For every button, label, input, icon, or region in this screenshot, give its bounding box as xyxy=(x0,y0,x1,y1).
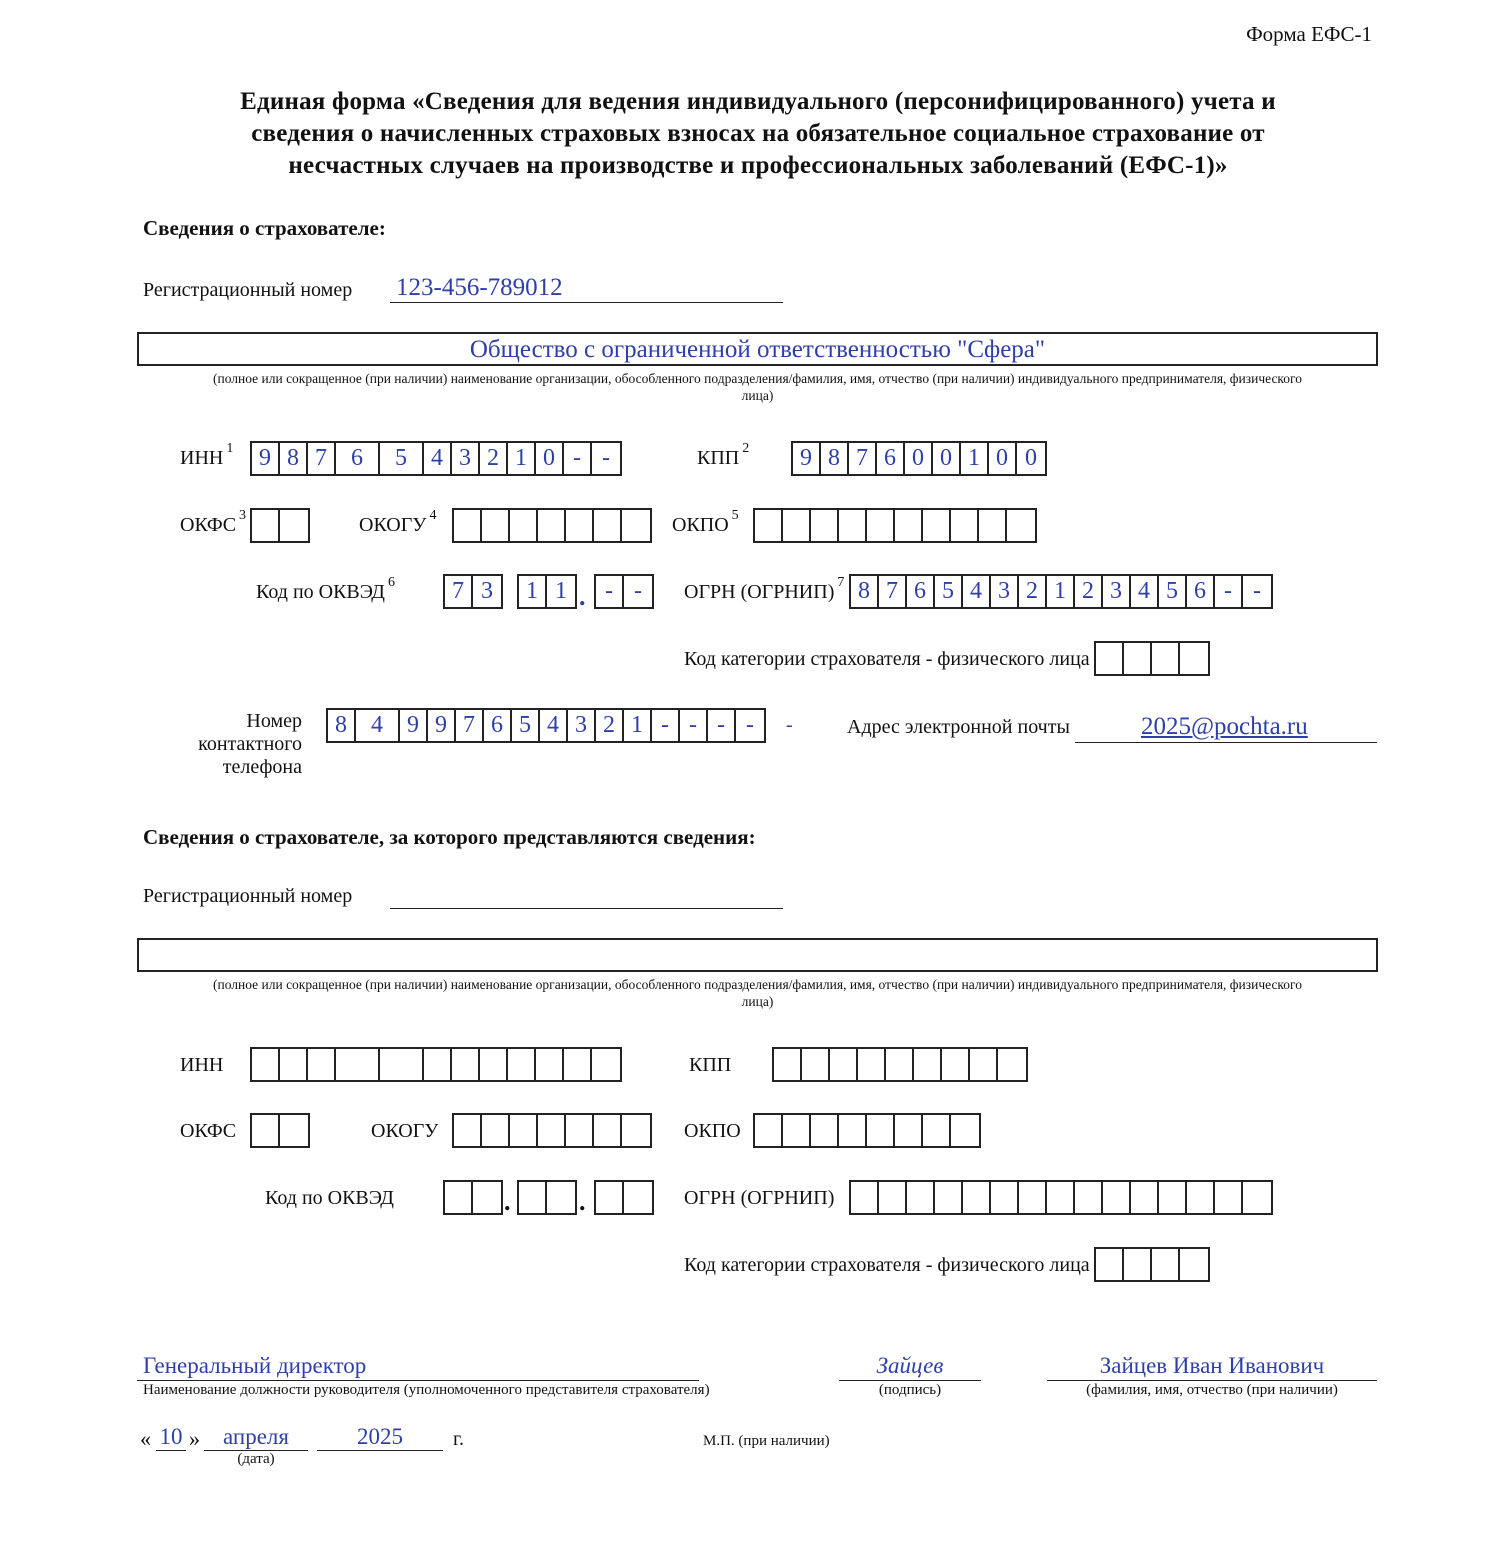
insurer-email-value: 2025@pochta.ru xyxy=(1141,713,1308,740)
digit-cell[interactable]: - xyxy=(652,710,680,741)
reported-name-note xyxy=(137,976,1378,1010)
reported-inn-label: ИНН xyxy=(180,1054,224,1076)
digit-cell[interactable] xyxy=(564,1049,592,1080)
digit-cell[interactable] xyxy=(280,1115,308,1146)
digit-cell[interactable] xyxy=(886,1049,914,1080)
digit-cell[interactable] xyxy=(445,1182,473,1213)
insurer-okfs-cells[interactable] xyxy=(250,508,310,543)
insurer-heading: Сведения о страхователе: xyxy=(143,216,386,240)
digit-cell[interactable]: 0 xyxy=(933,443,961,474)
digit-cell[interactable] xyxy=(783,510,811,541)
digit-cell[interactable]: 7 xyxy=(308,443,336,474)
digit-cell[interactable] xyxy=(867,1115,895,1146)
footnote-mark: 1 xyxy=(226,441,234,456)
digit-cell[interactable]: 6 xyxy=(336,443,380,474)
digit-cell[interactable] xyxy=(895,1115,923,1146)
digit-cell[interactable] xyxy=(802,1049,830,1080)
digit-cell[interactable]: 8 xyxy=(851,576,879,607)
note-line: (полное или сокращенное (при наличии) наименование организации, обособленного подразделения/фамилия, имя, отчество (при наличии) индивидуального предпринимателя, физического xyxy=(212,371,1303,386)
digit-cell[interactable]: 4 xyxy=(424,443,452,474)
position-value: Генеральный директор xyxy=(143,1353,367,1378)
label-text: ОКОГУ xyxy=(359,514,427,536)
date-month-field[interactable] xyxy=(204,1422,308,1451)
digit-cell[interactable]: 2 xyxy=(596,710,624,741)
digit-cell[interactable]: 7 xyxy=(879,576,907,607)
digit-cell[interactable]: 5 xyxy=(512,710,540,741)
digit-cell[interactable]: 5 xyxy=(380,443,424,474)
label-text: Код по ОКВЭД xyxy=(256,581,385,603)
digit-cell[interactable] xyxy=(970,1049,998,1080)
reported-okpo-label: ОКПО xyxy=(684,1120,741,1142)
insurer-name-value: Общество с ограниченной ответственностью "Сфера" xyxy=(469,336,1046,363)
digit-cell[interactable]: - xyxy=(680,710,708,741)
digit-cell[interactable]: 1 xyxy=(624,710,652,741)
reported-okogu-cells[interactable] xyxy=(452,1113,652,1148)
insurer-okogu-cells[interactable] xyxy=(452,508,652,543)
digit-cell[interactable]: 0 xyxy=(536,443,564,474)
insurer-name-note xyxy=(137,370,1378,404)
reported-ogrn-label: ОГРН (ОГРНИП) xyxy=(684,1187,835,1209)
digit-cell[interactable]: 8 xyxy=(821,443,849,474)
digit-cell[interactable]: 1 xyxy=(555,578,567,604)
digit-cell[interactable] xyxy=(839,1115,867,1146)
fio-value: Зайцев Иван Иванович xyxy=(1099,1353,1325,1378)
form-code: Форма ЕФС-1 xyxy=(1246,22,1372,46)
digit-cell[interactable]: 9 xyxy=(793,443,821,474)
digit-cell[interactable] xyxy=(1243,1182,1271,1213)
insurer-okved-cells-3[interactable] xyxy=(594,574,654,609)
date-year-suffix: г. xyxy=(453,1428,464,1450)
digit-cell[interactable] xyxy=(536,1049,564,1080)
stamp-note: М.П. (при наличии) xyxy=(703,1433,830,1449)
digit-cell[interactable]: 6 xyxy=(1187,576,1215,607)
digit-cell[interactable] xyxy=(566,510,594,541)
digit-cell[interactable]: 3 xyxy=(991,576,1019,607)
digit-cell[interactable] xyxy=(519,1182,547,1213)
date-open-quote: « xyxy=(140,1426,151,1451)
reported-reg-field[interactable] xyxy=(390,880,783,909)
digit-cell[interactable] xyxy=(482,510,510,541)
note-line: лица) xyxy=(741,994,774,1009)
digit-cell[interactable] xyxy=(1103,1182,1131,1213)
digit-cell[interactable] xyxy=(594,1115,622,1146)
digit-cell[interactable] xyxy=(308,1049,336,1080)
date-month-value: апреля xyxy=(223,1424,289,1449)
phone-tail-dash: - xyxy=(786,714,793,736)
title-line-1: Единая форма «Сведения для ведения индивидуального (персонифицированного) учета и xyxy=(240,88,1276,115)
date-day-field[interactable] xyxy=(156,1422,186,1451)
digit-cell[interactable]: 9 xyxy=(400,710,428,741)
digit-cell[interactable] xyxy=(907,1182,935,1213)
digit-cell[interactable] xyxy=(252,1115,280,1146)
digit-cell[interactable]: 0 xyxy=(1025,445,1037,471)
insurer-ogrn-cells[interactable] xyxy=(849,574,1273,609)
digit-cell[interactable] xyxy=(1180,643,1208,674)
digit-cell[interactable] xyxy=(1124,1249,1152,1280)
insurer-okved-cells-2[interactable] xyxy=(517,574,577,609)
insurer-kpp-label xyxy=(697,441,750,470)
digit-cell[interactable]: 4 xyxy=(540,710,568,741)
insurer-category-label: Код категории страхователя - физического лица xyxy=(684,648,1090,670)
title-line-3: несчастных случаев на производстве и профессиональных заболеваний (ЕФС-1)» xyxy=(288,152,1228,179)
insurer-okved-label xyxy=(256,575,395,604)
reported-reg-label: Регистрационный номер xyxy=(143,885,353,907)
digit-cell[interactable]: 1 xyxy=(508,443,536,474)
reported-kpp-cells[interactable] xyxy=(772,1047,1028,1082)
digit-cell[interactable] xyxy=(252,510,280,541)
reported-okogu-label: ОКОГУ xyxy=(371,1120,439,1142)
date-close-quote: » xyxy=(189,1426,200,1451)
reported-okved-label: Код по ОКВЭД xyxy=(265,1187,394,1209)
digit-cell[interactable] xyxy=(923,510,951,541)
insurer-phone-label xyxy=(180,710,302,779)
digit-cell[interactable] xyxy=(951,510,979,541)
insurer-email-field[interactable] xyxy=(1075,714,1377,743)
reported-kpp-label: КПП xyxy=(689,1054,732,1076)
reported-okpo-cells[interactable] xyxy=(753,1113,981,1148)
label-text: ОКПО xyxy=(672,514,729,536)
digit-cell[interactable] xyxy=(452,1049,480,1080)
digit-cell[interactable] xyxy=(622,1115,650,1146)
reported-inn-cells[interactable] xyxy=(250,1047,622,1082)
signature-note: (подпись) xyxy=(878,1382,942,1398)
digit-cell[interactable]: 3 xyxy=(568,710,596,741)
digit-cell[interactable] xyxy=(252,1049,280,1080)
digit-cell[interactable] xyxy=(942,1049,970,1080)
digit-cell[interactable]: - xyxy=(634,578,642,604)
position-note: Наименование должности руководителя (уполномоченного представителя страхователя) xyxy=(143,1382,710,1398)
digit-cell[interactable] xyxy=(594,510,622,541)
digit-cell[interactable]: 1 xyxy=(519,576,547,607)
digit-cell[interactable] xyxy=(1180,1249,1208,1280)
insurer-inn-cells[interactable] xyxy=(250,441,622,476)
digit-cell[interactable] xyxy=(380,1049,424,1080)
digit-cell[interactable] xyxy=(1152,643,1180,674)
digit-cell[interactable] xyxy=(592,1049,620,1080)
digit-cell[interactable] xyxy=(755,1115,783,1146)
reported-category-cells[interactable] xyxy=(1094,1247,1210,1282)
digit-cell[interactable]: 3 xyxy=(452,443,480,474)
okved-separator-dot: . xyxy=(504,1187,511,1216)
digit-cell[interactable] xyxy=(1124,643,1152,674)
digit-cell[interactable]: - xyxy=(1253,578,1261,604)
date-day-value: 10 xyxy=(159,1424,183,1449)
digit-cell[interactable]: 0 xyxy=(989,443,1017,474)
title-line-2: сведения о начисленных страховых взносах на обязательное социальное страхование от xyxy=(251,120,1265,147)
digit-cell[interactable]: - xyxy=(746,712,754,738)
footnote-mark: 4 xyxy=(429,508,437,523)
insurer-okfs-label xyxy=(180,508,247,537)
digit-cell[interactable] xyxy=(935,1182,963,1213)
digit-cell[interactable] xyxy=(454,510,482,541)
digit-cell[interactable] xyxy=(510,1115,538,1146)
digit-cell[interactable] xyxy=(783,1115,811,1146)
reported-heading: Сведения о страхователе, за которого представляются сведения: xyxy=(143,825,756,849)
digit-cell[interactable]: - xyxy=(596,576,624,607)
insurer-phone-cells[interactable] xyxy=(326,708,766,743)
digit-cell[interactable] xyxy=(839,510,867,541)
form-title xyxy=(140,86,1376,182)
digit-cell[interactable]: 3 xyxy=(1103,576,1131,607)
digit-cell[interactable] xyxy=(895,510,923,541)
digit-cell[interactable] xyxy=(811,510,839,541)
digit-cell[interactable]: 8 xyxy=(328,710,356,741)
okved-separator-dot: . xyxy=(579,1187,586,1216)
footnote-mark: 6 xyxy=(387,575,395,590)
digit-cell[interactable] xyxy=(1047,1182,1075,1213)
date-year-field[interactable] xyxy=(317,1422,443,1451)
digit-cell[interactable]: 1 xyxy=(961,443,989,474)
signature-field[interactable] xyxy=(839,1350,981,1381)
digit-cell[interactable] xyxy=(547,1182,575,1213)
footnote-mark: 7 xyxy=(837,575,845,590)
footnote-mark: 2 xyxy=(742,441,750,456)
label-text: ОГРН (ОГРНИП) xyxy=(684,581,835,603)
insurer-email-label: Адрес электронной почты xyxy=(847,716,1070,738)
digit-cell[interactable] xyxy=(473,1182,501,1213)
digit-cell[interactable]: 6 xyxy=(877,443,905,474)
insurer-okved-cells-1[interactable] xyxy=(443,574,503,609)
insurer-okpo-label xyxy=(672,508,739,537)
digit-cell[interactable] xyxy=(538,510,566,541)
signature-value: Зайцев xyxy=(876,1353,944,1378)
digit-cell[interactable] xyxy=(1019,1182,1047,1213)
digit-cell[interactable] xyxy=(991,1182,1019,1213)
digit-cell[interactable]: 7 xyxy=(456,710,484,741)
digit-cell[interactable] xyxy=(510,510,538,541)
digit-cell[interactable] xyxy=(914,1049,942,1080)
digit-cell[interactable] xyxy=(424,1049,452,1080)
digit-cell[interactable]: - xyxy=(564,443,592,474)
digit-cell[interactable]: 4 xyxy=(1131,576,1159,607)
digit-cell[interactable] xyxy=(951,1115,979,1146)
digit-cell[interactable] xyxy=(1075,1182,1103,1213)
digit-cell[interactable] xyxy=(538,1115,566,1146)
digit-cell[interactable] xyxy=(755,510,783,541)
digit-cell[interactable] xyxy=(811,1115,839,1146)
insurer-okogu-label xyxy=(359,508,437,537)
reported-okved-cells-1[interactable] xyxy=(443,1180,503,1215)
digit-cell[interactable] xyxy=(508,1049,536,1080)
digit-cell[interactable]: 4 xyxy=(356,710,400,741)
digit-cell[interactable] xyxy=(979,510,1007,541)
label-line: Номер xyxy=(246,710,302,732)
okved-separator-dot: . xyxy=(579,582,586,611)
digit-cell[interactable]: 0 xyxy=(905,443,933,474)
footnote-mark: 5 xyxy=(731,508,739,523)
reported-category-label: Код категории страхователя - физического лица xyxy=(684,1254,1090,1276)
digit-cell[interactable] xyxy=(280,510,308,541)
label-line: контактного xyxy=(198,733,302,755)
reported-name-field[interactable] xyxy=(137,938,1378,972)
digit-cell[interactable]: 2 xyxy=(1075,576,1103,607)
digit-cell[interactable] xyxy=(622,510,650,541)
digit-cell[interactable]: 9 xyxy=(428,710,456,741)
digit-cell[interactable]: 7 xyxy=(445,576,473,607)
digit-cell[interactable] xyxy=(336,1049,380,1080)
insurer-reg-label: Регистрационный номер xyxy=(143,279,353,301)
digit-cell[interactable] xyxy=(480,1049,508,1080)
insurer-inn-label xyxy=(180,441,234,470)
digit-cell[interactable]: 7 xyxy=(849,443,877,474)
label-text: ИНН xyxy=(180,447,224,469)
note-line: (полное или сокращенное (при наличии) наименование организации, обособленного подразделения/фамилия, имя, отчество (при наличии) индивидуального предпринимателя, физического xyxy=(212,977,1303,992)
insurer-name-field[interactable] xyxy=(137,332,1378,366)
digit-cell[interactable] xyxy=(566,1115,594,1146)
reported-okfs-cells[interactable] xyxy=(250,1113,310,1148)
digit-cell[interactable]: 6 xyxy=(907,576,935,607)
label-text: КПП xyxy=(697,447,740,469)
digit-cell[interactable] xyxy=(454,1115,482,1146)
digit-cell[interactable]: 5 xyxy=(1159,576,1187,607)
digit-cell[interactable]: - xyxy=(708,710,736,741)
digit-cell[interactable] xyxy=(1159,1182,1187,1213)
fio-note: (фамилия, имя, отчество (при наличии) xyxy=(1086,1382,1338,1398)
digit-cell[interactable] xyxy=(879,1182,907,1213)
date-note: (дата) xyxy=(237,1451,275,1467)
digit-cell[interactable] xyxy=(830,1049,858,1080)
digit-cell[interactable] xyxy=(858,1049,886,1080)
digit-cell[interactable] xyxy=(998,1049,1026,1080)
digit-cell[interactable]: 5 xyxy=(935,576,963,607)
digit-cell[interactable] xyxy=(1096,643,1124,674)
insurer-kpp-cells[interactable] xyxy=(791,441,1047,476)
digit-cell[interactable] xyxy=(1131,1182,1159,1213)
label-text: ОКФС xyxy=(180,514,237,536)
digit-cell[interactable]: 1 xyxy=(1047,576,1075,607)
insurer-ogrn-label xyxy=(684,575,845,604)
reported-okfs-label: ОКФС xyxy=(180,1120,237,1142)
digit-cell[interactable]: 4 xyxy=(963,576,991,607)
digit-cell[interactable]: 9 xyxy=(252,443,280,474)
digit-cell[interactable]: 8 xyxy=(280,443,308,474)
digit-cell[interactable] xyxy=(1187,1182,1215,1213)
digit-cell[interactable] xyxy=(596,1182,624,1213)
reported-okved-cells-3[interactable] xyxy=(594,1180,654,1215)
digit-cell[interactable] xyxy=(963,1182,991,1213)
digit-cell[interactable] xyxy=(851,1182,879,1213)
digit-cell[interactable] xyxy=(482,1115,510,1146)
digit-cell[interactable] xyxy=(1007,510,1035,541)
digit-cell[interactable] xyxy=(867,510,895,541)
digit-cell[interactable]: - xyxy=(602,445,610,471)
note-line: лица) xyxy=(741,388,774,403)
insurer-reg-field[interactable] xyxy=(390,274,783,303)
digit-cell[interactable]: - xyxy=(1215,576,1243,607)
digit-cell[interactable] xyxy=(923,1115,951,1146)
reported-okved-cells-2[interactable] xyxy=(517,1180,577,1215)
reported-ogrn-cells[interactable] xyxy=(849,1180,1273,1215)
digit-cell[interactable]: 2 xyxy=(1019,576,1047,607)
label-line: телефона xyxy=(222,756,302,778)
date-year-value: 2025 xyxy=(357,1424,403,1449)
digit-cell[interactable] xyxy=(1152,1249,1180,1280)
digit-cell[interactable] xyxy=(774,1049,802,1080)
digit-cell[interactable]: 2 xyxy=(480,443,508,474)
position-field[interactable] xyxy=(137,1350,699,1381)
digit-cell[interactable] xyxy=(1096,1249,1124,1280)
footnote-mark: 3 xyxy=(239,508,247,523)
insurer-category-cells[interactable] xyxy=(1094,641,1210,676)
digit-cell[interactable] xyxy=(1215,1182,1243,1213)
insurer-reg-value: 123-456-789012 xyxy=(396,274,563,301)
digit-cell[interactable] xyxy=(280,1049,308,1080)
fio-field[interactable] xyxy=(1047,1350,1377,1381)
digit-cell[interactable]: 6 xyxy=(484,710,512,741)
digit-cell[interactable] xyxy=(624,1182,652,1213)
digit-cell[interactable]: 3 xyxy=(481,578,493,604)
insurer-okpo-cells[interactable] xyxy=(753,508,1037,543)
